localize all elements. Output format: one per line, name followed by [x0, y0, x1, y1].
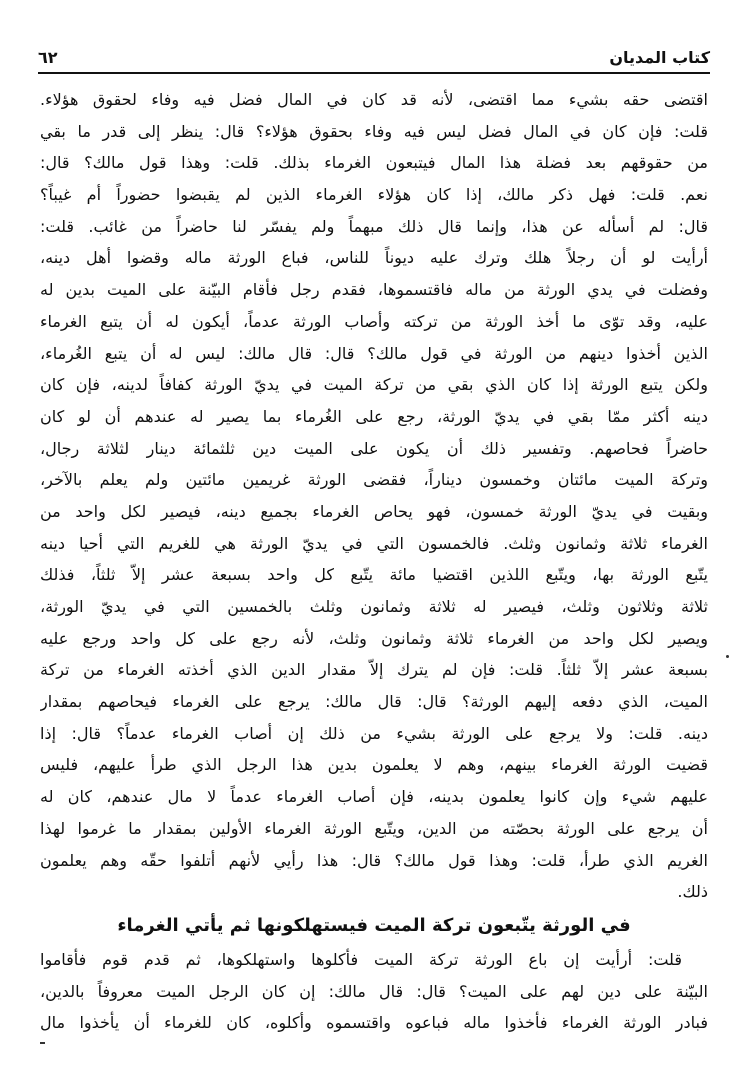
running-header [38, 44, 710, 74]
text-line: بسبعة عشر إلاّ ثلثاً. قلت: فإن لم يترك إلاّ مقدار الدين الذي أخذته الغرماء من تركة [40, 660, 708, 680]
text-line: عليهم شيء وإن كانوا يعلمون بدينه، فإن أصاب الغرماء عدماً لا مال عندهم، كان له [40, 787, 708, 807]
text-line: وتركة الميت مائتان وخمسون ديناراً، فقضى الورثة غريمين مائتين ولم يعلم بالآخر، [40, 470, 708, 490]
text-line: اقتضى حقه بشيء مما اقتضى، لأنه قد كان في المال فضل فيه وفاء لحقوق هؤلاء. [40, 90, 708, 109]
text-line: فبادر الورثة الغرماء فأخذوا ماله فباعوه واقتسموه وأكلوه، كان للغرماء أن يأخذوا مال [40, 1013, 708, 1033]
text-line: ولكن يتبع الورثة إذا كان الذي بقي من تركة الميت في يديّ الورثة كفافاً لدينه، فإن كان [40, 375, 708, 395]
scan-mark [40, 1042, 45, 1044]
text-line: قضيت الورثة الغرماء بينهم، وهم لا يعلمون بدين هذا الرجل الذي طرأ عليهم، فليس [40, 755, 708, 775]
text-line: وبقيت في يديّ الورثة خمسون، فهو يحاص الغرماء بجميع دينه، فيصير لكل واحد من [40, 501, 708, 521]
section-heading: في الورثة يتّبعون تركة الميت فيستهلكونها ثم يأتي الغرماء [117, 914, 631, 936]
text-line: قلت: فإن كان في المال فضل ليس فيه وفاء بحقوق هؤلاء؟ قال: ينظر إلى قدر ما بقي [40, 121, 708, 141]
text-line: وفضلت في يدي الورثة من ماله فاقتسموها، فقدم رجل فأقام البيّنة على الميت بدين له [40, 280, 708, 300]
text-line: قال: لم أسأله عن هذا، وإنما قال ذلك مبهماً ولم يفسّر لنا حاضراً من غائب. قلت: [40, 216, 708, 236]
text-line: ويصير لكل واحد من الغرماء ثلاثة وثمانون وثلث، لأنه رجع على كل واحد ورجع عليه [40, 628, 708, 648]
text-line: عليه، وقد توّى ما أخذ الورثة من تركته وأصاب الورثة عدماً، أيكون له أن يتبع الغرماء [40, 311, 708, 331]
text-line: دينه أكثر ممّا بقي في يديّ الورثة، رجع على الغُرماء بما يصير له عندهم أن لو كان [40, 406, 708, 426]
text-line: نعم. قلت: فهل ذكر مالك، إذا كان هؤلاء الغرماء الذين لم يقبضوا حضوراً أم غيباً؟ [40, 185, 708, 205]
text-line: الميت، الذي دفعه إليهم الورثة؟ قال: قال مالك: يرجع على الغرماء فيحاصهم بمقدار [40, 692, 708, 712]
scan-speck [726, 655, 729, 658]
text-line: الذين أخذوا دينهم من الورثة في قول مالك؟ قال: قال مالك: ليس له أن يتبع الغُرماء، [40, 343, 708, 363]
text-line: قلت: أرأيت إن باع الورثة تركة الميت فأكلوها واستهلكوها، ثم قدم قوم فأقاموا [40, 949, 682, 969]
text-line: أن يرجع على الورثة بحصّته من الدين، ويتّبع الورثة الغرماء الأولين بمقدار ما غرموا لهذا [40, 818, 708, 838]
text-line: الغرماء ثلاثة وثمانون وثلث. فالخمسون التي في يديّ الورثة هي للغريم التي أحيا دينه [40, 533, 708, 553]
text-line: أرأيت لو أن رجلاً هلك وترك عليه ديوناً للناس، فباع الورثة ماله وقضوا أهل دينه، [40, 248, 708, 268]
paragraph-section [40, 944, 708, 1039]
text-line: حاضراً فحاصهم. وتفسير ذلك أن يكون على الميت دين ثلثمائة دينار لثلاثة رجال، [40, 438, 708, 458]
page-body [40, 84, 708, 1039]
page-number: ٦٢ [38, 48, 58, 67]
text-line: ذلك. [677, 882, 708, 902]
text-line: يتّبع الورثة بها، ويتّبع اللذين اقتضيا مائة يتّبع كل واحد بسبعة عشر إلاّ ثلثاً، فذلك [40, 565, 708, 585]
text-line: من حقوقهم بعد فضلة هذا المال فيتبعون الغرماء بذلك. قلت: وهذا قول مالك؟ قال: [40, 153, 708, 173]
text-line: دينه. قلت: ولا يرجع على الورثة بشيء من ذلك إن أصاب الغرماء عدماً؟ قال: إذا [40, 723, 708, 743]
book-title: كتاب المديان [609, 48, 710, 67]
text-line: الغريم الذي طرأ، قلت: وهذا قول مالك؟ قال: هذا رأيي لأنهم أتلفوا حقّه وهم يعلمون [40, 850, 708, 870]
paragraph-main [40, 84, 708, 908]
text-line: البيّنة على دين لهم على الميت؟ قال: قال مالك: إن كان الرجل الميت معروفاً بالدين، [40, 981, 708, 1001]
text-line: ثلاثة وثلاثون وثلث، فيصير له ثلاثة وثمانون وثلث بالخمسين التي في يديّ الورثة، [40, 597, 708, 616]
